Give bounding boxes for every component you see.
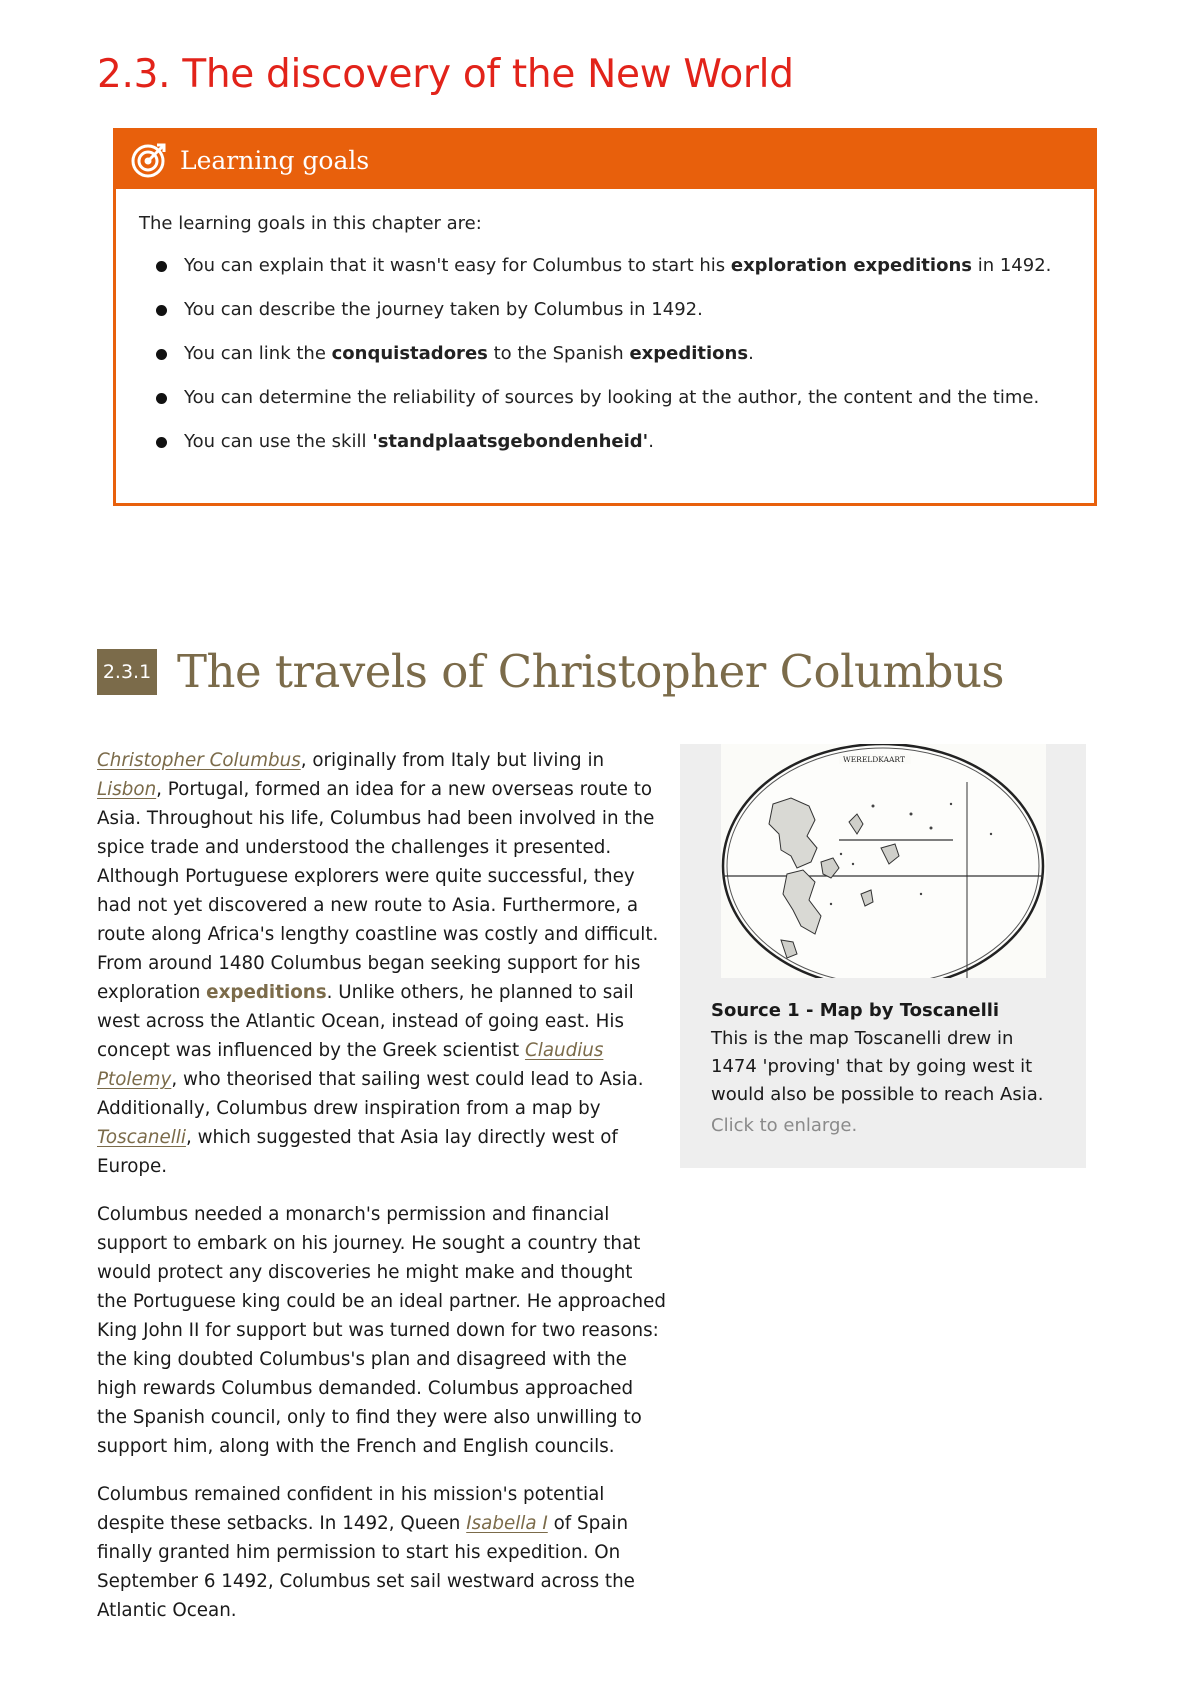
learning-goals-box [113,128,1097,506]
learning-goal-item: You can link the conquistadores to the Spanish expeditions. [116,343,1094,387]
learning-goals-title: Learning goals [180,145,370,175]
target-arrow-icon [130,141,168,179]
learning-goal-item: You can use the skill 'standplaatsgebondenheid'. [116,431,1094,475]
click-to-enlarge-link[interactable]: Click to enlarge. [711,1115,858,1136]
learning-goals-list [116,255,1094,475]
section-header [97,644,1004,700]
glossary-link-christopher-columbus[interactable]: Christopher Columbus [97,750,301,771]
learning-goal-item: You can explain that it wasn't easy for Columbus to start his exploration expeditions in 1492. [116,255,1094,299]
learning-goals-intro: The learning goals in this chapter are: [139,213,482,234]
section-body [97,746,667,1644]
paragraph: Columbus remained confident in his mission's potential despite these setbacks. In 1492, Queen Isabella I of Spain finally granted him permission to start his expedition. On September 6 1492, Columbus set sail westward across the Atlantic Ocean. [97,1484,635,1621]
paragraph: Columbus needed a monarch's permission and financial support to embark on his journey. He sought a country that would protect any discoveries he might make and thought the Portuguese king could be an ideal partner. He approached King John II for support but was turned down for two reasons: the king doubted Columbus's plan and disagreed with the high rewards Columbus demanded. Columbus approached the Spanish council, only to find they were also unwilling to support him, along with the French and English councils. [97,1204,666,1457]
term-expeditions[interactable]: expeditions [206,982,327,1003]
map-label: WERELDKAART [843,755,905,764]
learning-goals-header [116,131,1094,189]
source-caption-text: This is the map Toscanelli drew in 1474 'proving' that by going west it would also be possible to reach Asia. [711,1028,1044,1105]
source-caption-title: Source 1 - Map by Toscanelli [711,1000,1000,1021]
learning-goal-item: You can describe the journey taken by Columbus in 1492. [116,299,1094,343]
learning-goal-item: You can determine the reliability of sources by looking at the author, the content and the time. [116,387,1094,431]
glossary-link-lisbon[interactable]: Lisbon [97,779,157,800]
glossary-link-toscanelli[interactable]: Toscanelli [97,1127,186,1148]
paragraph: Christopher Columbus, originally from Italy but living in Lisbon, Portugal, formed an idea for a new overseas route to Asia. Throughout his life, Columbus had been involved in the spice trade and understood the challenges it presented. Although Portuguese explorers were quite successful, they had not yet discovered a new route to Asia. Furthermore, a route along Africa's lengthy coastline was costly and difficult. From around 1480 Columbus began seeking support for his exploration expeditions. Unlike others, he planned to sail west across the Atlantic Ocean, instead of going east. His concept was influenced by the Greek scientist Claudius Ptolemy, who theorised that sailing west could lead to Asia. Additionally, Columbus drew inspiration from a map by Toscanelli, which suggested that Asia lay directly west of Europe. [97,750,659,1177]
section-title: The travels of Christopher Columbus [177,645,1005,698]
source-card [680,744,1086,1168]
section-number-badge: 2.3.1 [97,649,157,695]
chapter-title: 2.3. The discovery of the New World [97,52,794,97]
toscanelli-map-image[interactable] [721,744,1046,978]
source-caption [711,997,1061,1109]
glossary-link-isabella[interactable]: Isabella I [466,1513,548,1534]
glossary-link-claudius-ptolemy[interactable]: Claudius Ptolemy [97,1040,604,1090]
